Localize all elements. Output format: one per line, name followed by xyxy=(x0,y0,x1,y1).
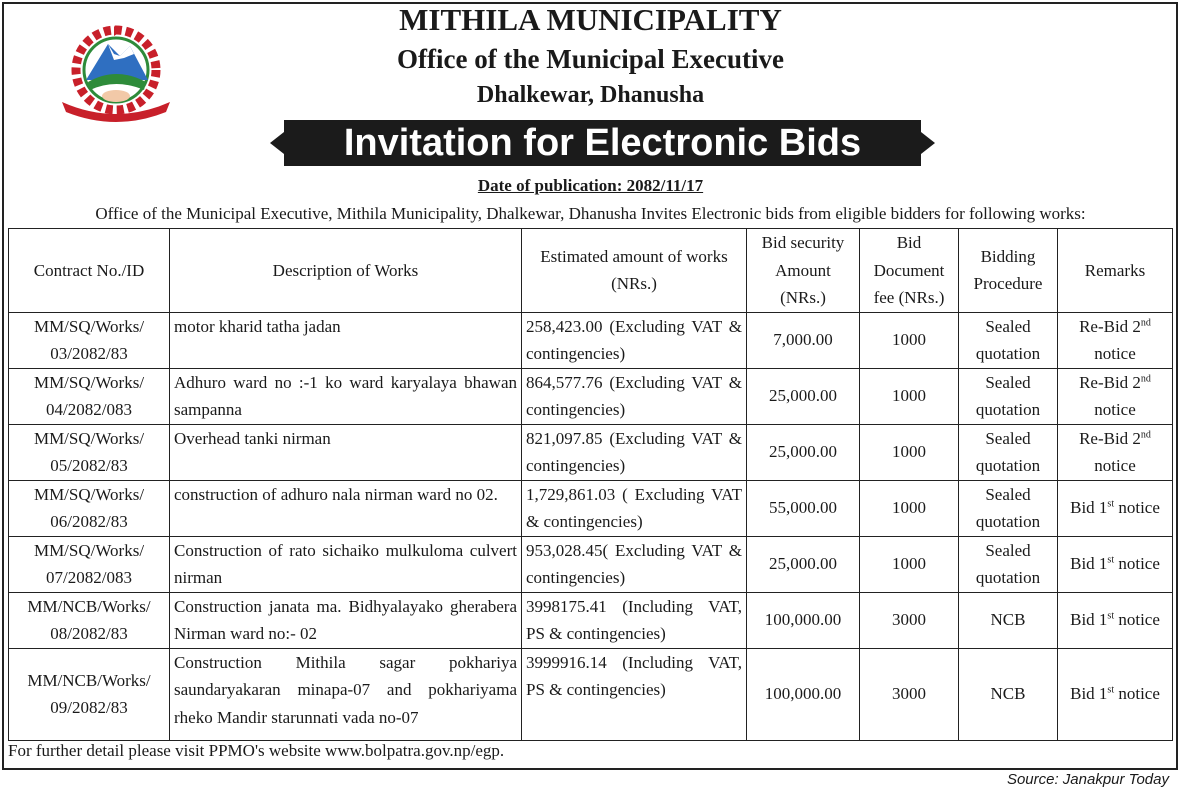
column-header: Contract No./ID xyxy=(9,229,170,313)
table-row xyxy=(9,368,1173,424)
remark-sup: st xyxy=(1107,684,1115,696)
cell-desc: Construction janata ma. Bidhyalayako gherabera Nirman ward no:- 02 xyxy=(170,592,522,648)
cell-security: 55,000.00 xyxy=(747,480,860,536)
remark-sup: nd xyxy=(1140,428,1151,440)
cell-desc: motor kharid tatha jadan xyxy=(170,312,522,368)
remark-pre: Bid 1 xyxy=(1070,684,1108,704)
remark-post: notice xyxy=(1094,400,1136,419)
remark-post: notice xyxy=(1114,498,1160,518)
cell-security: 100,000.00 xyxy=(747,592,860,648)
cell-remark xyxy=(1058,424,1173,480)
column-header: Remarks xyxy=(1058,229,1173,313)
remark-pre: Re-Bid 2 xyxy=(1079,372,1141,392)
table-row xyxy=(9,536,1173,592)
cell-desc: Overhead tanki nirman xyxy=(170,424,522,480)
remark-pre: Re-Bid 2 xyxy=(1079,316,1141,336)
cell-desc: Construction of rato sichaiko mulkuloma culvert nirman xyxy=(170,536,522,592)
cell-fee: 1000 xyxy=(860,368,959,424)
remark-sup: nd xyxy=(1140,372,1151,384)
publication-date: Date of publication: 2082/11/17 xyxy=(477,176,704,195)
column-header: Bid Document fee (NRs.) xyxy=(860,229,959,313)
cell-procedure: NCB xyxy=(959,648,1058,740)
cell-desc: Construction Mithila sagar pokhariya saundaryakaran minapa-07 and pokhariyama rheko Mandir starunnati vada no-07 xyxy=(170,648,522,740)
remark-post: notice xyxy=(1114,610,1160,630)
location-title: Dhalkewar, Dhanusha xyxy=(476,82,705,108)
cell-fee: 1000 xyxy=(860,480,959,536)
remark-post: notice xyxy=(1094,456,1136,475)
column-header: Bidding Procedure xyxy=(959,229,1058,313)
intro-text: Office of the Municipal Executive, Mithila Municipality, Dhalkewar, Dhanusha Invites Electronic bids from eligible bidders for following works: xyxy=(95,204,1086,223)
footer-note: For further detail please visit PPMO's website www.bolpatra.gov.np/egp. xyxy=(8,741,505,760)
banner-text: Invitation for Electronic Bids xyxy=(343,122,862,164)
table-row xyxy=(9,480,1173,536)
cell-amount: 953,028.45( Excluding VAT & contingencies) xyxy=(522,536,747,592)
cell-procedure: Sealed quotation xyxy=(959,368,1058,424)
cell-security: 7,000.00 xyxy=(747,312,860,368)
cell-id: MM/SQ/Works/ 03/2082/83 xyxy=(9,312,170,368)
cell-id: MM/SQ/Works/ 06/2082/83 xyxy=(9,480,170,536)
cell-id: MM/SQ/Works/ 04/2082/083 xyxy=(9,368,170,424)
cell-desc: construction of adhuro nala nirman ward no 02. xyxy=(170,480,522,536)
remark-pre: Bid 1 xyxy=(1070,498,1108,518)
cell-id: MM/NCB/Works/ 09/2082/83 xyxy=(9,648,170,740)
table-row xyxy=(9,424,1173,480)
cell-amount: 3998175.41 (Including VAT, PS & contingencies) xyxy=(522,592,747,648)
cell-amount: 1,729,861.03 ( Excluding VAT & contingencies) xyxy=(522,480,747,536)
cell-remark xyxy=(1058,312,1173,368)
column-header: Estimated amount of works (NRs.) xyxy=(522,229,747,313)
cell-remark xyxy=(1058,648,1173,740)
banner xyxy=(270,120,935,166)
cell-security: 25,000.00 xyxy=(747,424,860,480)
remark-sup: st xyxy=(1107,554,1115,566)
cell-security: 25,000.00 xyxy=(747,536,860,592)
cell-procedure: Sealed quotation xyxy=(959,536,1058,592)
cell-amount: 258,423.00 (Excluding VAT & contingencies) xyxy=(522,312,747,368)
remark-post: notice xyxy=(1114,684,1160,704)
cell-remark xyxy=(1058,480,1173,536)
cell-procedure: Sealed quotation xyxy=(959,424,1058,480)
remark-pre: Bid 1 xyxy=(1070,554,1108,574)
cell-fee: 3000 xyxy=(860,592,959,648)
remark-pre: Re-Bid 2 xyxy=(1079,428,1141,448)
remark-post: notice xyxy=(1114,554,1160,574)
cell-procedure: Sealed quotation xyxy=(959,480,1058,536)
cell-remark xyxy=(1058,536,1173,592)
cell-procedure: Sealed quotation xyxy=(959,312,1058,368)
table-row xyxy=(9,648,1173,740)
cell-id: MM/SQ/Works/ 07/2082/083 xyxy=(9,536,170,592)
cell-remark xyxy=(1058,368,1173,424)
cell-procedure: NCB xyxy=(959,592,1058,648)
cell-fee: 1000 xyxy=(860,536,959,592)
cell-id: MM/SQ/Works/ 05/2082/83 xyxy=(9,424,170,480)
column-header: Description of Works xyxy=(170,229,522,313)
cell-amount: 3999916.14 (Including VAT, PS & contingencies) xyxy=(522,648,747,740)
remark-sup: st xyxy=(1107,498,1115,510)
cell-desc: Adhuro ward no :-1 ko ward karyalaya bhawan sampanna xyxy=(170,368,522,424)
cell-security: 25,000.00 xyxy=(747,368,860,424)
cell-fee: 3000 xyxy=(860,648,959,740)
cell-security: 100,000.00 xyxy=(747,648,860,740)
table-row xyxy=(9,312,1173,368)
column-header: Bid security Amount (NRs.) xyxy=(747,229,860,313)
remark-post: notice xyxy=(1094,344,1136,363)
bids-table xyxy=(8,228,1173,741)
office-title: Office of the Municipal Executive xyxy=(397,44,784,74)
remark-pre: Bid 1 xyxy=(1070,610,1108,630)
cell-amount: 864,577.76 (Excluding VAT & contingencies) xyxy=(522,368,747,424)
source-credit: Source: Janakpur Today xyxy=(1006,771,1169,788)
table-row xyxy=(9,592,1173,648)
municipality-title: MITHILA MUNICIPALITY xyxy=(399,2,782,37)
cell-remark xyxy=(1058,592,1173,648)
remark-sup: nd xyxy=(1140,316,1151,328)
cell-fee: 1000 xyxy=(860,424,959,480)
cell-id: MM/NCB/Works/ 08/2082/83 xyxy=(9,592,170,648)
remark-sup: st xyxy=(1107,610,1115,622)
cell-amount: 821,097.85 (Excluding VAT & contingencies) xyxy=(522,424,747,480)
cell-fee: 1000 xyxy=(860,312,959,368)
